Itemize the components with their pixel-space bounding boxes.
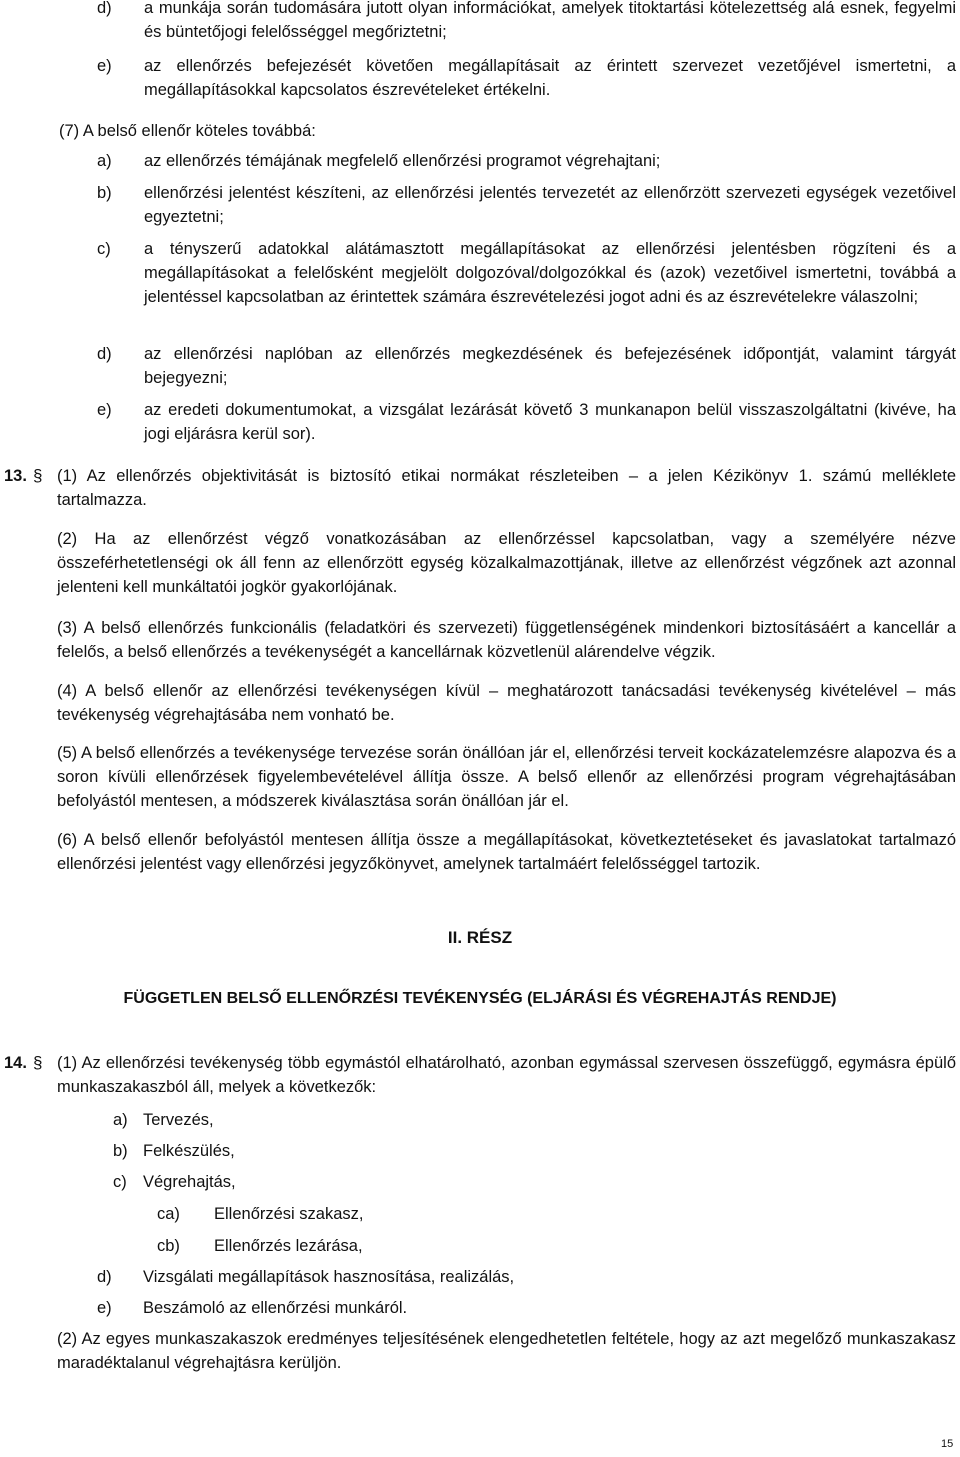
- list-label: d): [97, 1268, 112, 1286]
- part-title: II. RÉSZ: [447, 928, 513, 947]
- section-number: 14.: [4, 1054, 27, 1072]
- section-13-paragraph-2: (2) Ha az ellenőrzést végző vonatkozásában az ellenőrzéssel kapcsolatban, vagy a személyére nézve összeférhetetlenségi ok áll fenn az ellenőrzött egység közalkalmazottjának, illetve az ellenőrzést végzőnek azt azonnal jelenteni kell munkáltatói jogkör gyakorlójának.: [57, 530, 956, 596]
- section-13-paragraph-3: (3) A belső ellenőrzés funkcionális (feladatköri és szervezeti) függetlenségének mindenkori biztosításáért a kancellár a felelős, a belső ellenőrzés a tevékenységét a kancellárnak közvetlenül alárendelve végzik.: [57, 619, 956, 661]
- section-13-paragraph-5: (5) A belső ellenőrzés a tevékenysége tervezése során önállóan jár el, ellenőrzési terveit kockázatelemzésre alapozva és a soron kívüli ellenőrzések figyelembevételével állítja össze. A belső ellenőr az ellenőrzési program végrehajtásában befolyástól mentesen, a módszerek kiválasztása során önállóan jár el.: [57, 744, 956, 810]
- list-label: d): [97, 345, 112, 363]
- list-label: ca): [157, 1205, 180, 1223]
- list-label: c): [113, 1173, 127, 1191]
- section-14-paragraph-1: (1) Az ellenőrzési tevékenység több egymástól elhatárolható, azonban egymással szervesen összefüggő, egymásra épülő munkaszakaszból áll, melyek a következők:: [57, 1054, 956, 1096]
- section-number: 13.: [4, 467, 27, 485]
- list-item-text: Vizsgálati megállapítások hasznosítása, realizálás,: [143, 1268, 515, 1286]
- list-item-text: Beszámoló az ellenőrzési munkáról.: [143, 1299, 408, 1317]
- page-number: 15: [941, 1438, 954, 1450]
- list-item-text: a tényszerű adatokkal alátámasztott megállapításokat az ellenőrzési jelentésben rögzíteni és a megállapításokat a felelősként megjelölt dolgozóval/dolgozókkal és (azok) vezetőivel ismertetni, továbbá a jelentéssel kapcsolatban az érintettek számára észrevételezési jogot adni és az észrevételekre válaszolni;: [144, 240, 956, 306]
- list-label: e): [97, 401, 112, 419]
- section-sign: §: [33, 1053, 43, 1072]
- section-14-paragraph-2: (2) Az egyes munkaszakaszok eredményes teljesítésének elengedhetetlen feltétele, hogy az azt megelőző munkaszakasz maradéktalanul végrehajtásra kerüljön.: [57, 1330, 956, 1372]
- list-item-text: az ellenőrzés befejezését követően megállapításait az érintett szervezet vezetőjével ismertetni, a megállapításokkal kapcsolatos észrevételeket értékelni.: [144, 57, 956, 99]
- list-label: e): [97, 1299, 112, 1317]
- list-item-text: a munkája során tudomására jutott olyan információkat, amelyek titoktartási kötelezettség alá esnek, fegyelmi és büntetőjogi felelősséggel megőriztetni;: [144, 0, 956, 41]
- list-label: cb): [157, 1237, 180, 1255]
- list-item-text: az eredeti dokumentumokat, a vizsgálat lezárását követő 3 munkanapon belül visszaszolgáltatni (kivéve, ha jogi eljárásra kerül sor).: [144, 401, 956, 443]
- section-13-paragraph-4: (4) A belső ellenőr az ellenőrzési tevékenységen kívül – meghatározott tanácsadási tevékenység kivételével – más tevékenység végrehajtásába nem vonható be.: [57, 682, 956, 724]
- list-label: a): [113, 1111, 128, 1129]
- list-label: a): [97, 152, 112, 170]
- section-13-paragraph-1: (1) Az ellenőrzés objektivitását is biztosító etikai normákat részleteiben – a jelen Kézikönyv 1. számú melléklete tartalmazza.: [57, 467, 956, 509]
- section-13-paragraph-6: (6) A belső ellenőr befolyástól mentesen állítja össze a megállapításokat, következtetéseket és javaslatokat tartalmazó ellenőrzési jelentést vagy ellenőrzési jegyzőkönyvet, amelynek tartalmáért felelősséggel tartozik.: [57, 831, 956, 873]
- list-item-text: Végrehajtás,: [143, 1173, 236, 1191]
- list-item-text: az ellenőrzés témájának megfelelő ellenőrzési programot végrehajtani;: [144, 152, 661, 170]
- list-item-text: Tervezés,: [143, 1111, 214, 1129]
- list-label: b): [97, 184, 112, 202]
- list-label: c): [97, 240, 111, 258]
- list-label: d): [97, 0, 112, 17]
- list-label: b): [113, 1142, 128, 1160]
- list-item-text: Ellenőrzési szakasz,: [214, 1205, 364, 1223]
- chapter-title: FÜGGETLEN BELSŐ ELLENŐRZÉSI TEVÉKENYSÉG (ELJÁRÁSI ÉS VÉGREHAJTÁS RENDJE): [123, 990, 837, 1007]
- list-item-text: az ellenőrzési naplóban az ellenőrzés megkezdésének és befejezésének időpontját, valamint tárgyát bejegyezni;: [144, 345, 956, 387]
- list-item-text: ellenőrzési jelentést készíteni, az ellenőrzési jelentés tervezetét az ellenőrzött szervezeti egységek vezetőivel egyeztetni;: [144, 184, 956, 226]
- section-7-intro: (7) A belső ellenőr köteles továbbá:: [59, 122, 316, 140]
- section-sign: §: [33, 466, 43, 485]
- list-item-text: Felkészülés,: [143, 1142, 235, 1160]
- list-item-text: Ellenőrzés lezárása,: [214, 1237, 363, 1255]
- list-label: e): [97, 57, 112, 75]
